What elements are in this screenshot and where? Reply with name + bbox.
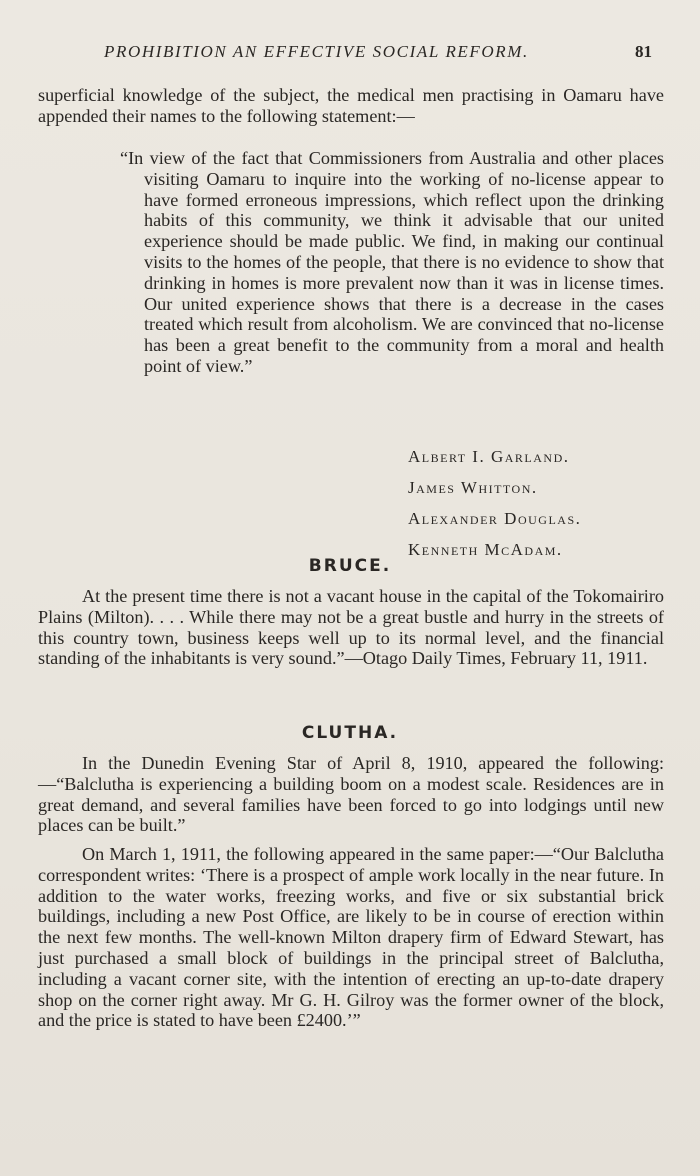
- signatory: James Whitton.: [408, 478, 538, 497]
- intro-paragraph: superficial knowledge of the subject, the medical men practising in Oamaru have appended their names to the following statement:—: [38, 85, 664, 126]
- section-heading-bruce: BRUCE.: [308, 556, 392, 576]
- clutha-paragraph-1: In the Dunedin Evening Star of April 8, 1910, appeared the following:—“Balclutha is experiencing a building boom on a modest scale. Residences are in great demand, and several families have been forced to go into lodgings until new places can be built.”: [38, 753, 664, 836]
- signatory: Alexander Douglas.: [408, 509, 582, 528]
- running-header: [104, 42, 664, 66]
- bruce-paragraph: At the present time there is not a vacant house in the capital of the Tokomairiro Plains (Milton). . . . While there may not be a great bustle and hurry in the streets of this country town, business keeps well up to its normal level, and the financial standing of the inhabitants is very sound.”—Otago Daily Times, February 11, 1911.: [38, 586, 664, 669]
- page-number: 81: [635, 42, 652, 61]
- section-heading-clutha: CLUTHA.: [301, 723, 399, 743]
- medical-statement-quote: [100, 148, 664, 377]
- signatory: Albert I. Garland.: [408, 447, 570, 466]
- clutha-paragraph-2: On March 1, 1911, the following appeared in the same paper:—“Our Balclutha correspondent writes: ‘There is a prospect of ample work locally in the near future. In addition to the water works, freezing works, and five or six substantial brick buildings, including a new Post Office, are likely to be in course of erection within the next few months. The well-known Milton drapery firm of Edward Stewart, has just purchased a small block of buildings in the principal street of Balclutha, including a vacant corner site, with the intention of erecting an up-to-date drapery shop on the corner right away. Mr G. H. Gilroy was the former owner of the block, and the price is stated to have been £2400.’”: [38, 844, 664, 1031]
- running-title: PROHIBITION AN EFFECTIVE SOCIAL REFORM.: [104, 42, 529, 61]
- quote-text: “In view of the fact that Commissioners from Australia and other places visiting Oamaru to inquire into the working of no-license appear to have formed erroneous impressions, which reflect upon the drinking habits of this community, we think it advisable that our united experience should be made public. We find, in making our continual visits to the homes of the people, that there is no evidence to show that drinking in homes is more prevalent now than it was in license times. Our united experience shows that there is a decrease in the cases treated which result from alcoholism. We are convinced that no-license has been a great benefit to the community from a moral and health point of view.”: [120, 148, 664, 376]
- signatories-list: [408, 441, 668, 565]
- signatory: Kenneth McAdam.: [408, 540, 563, 559]
